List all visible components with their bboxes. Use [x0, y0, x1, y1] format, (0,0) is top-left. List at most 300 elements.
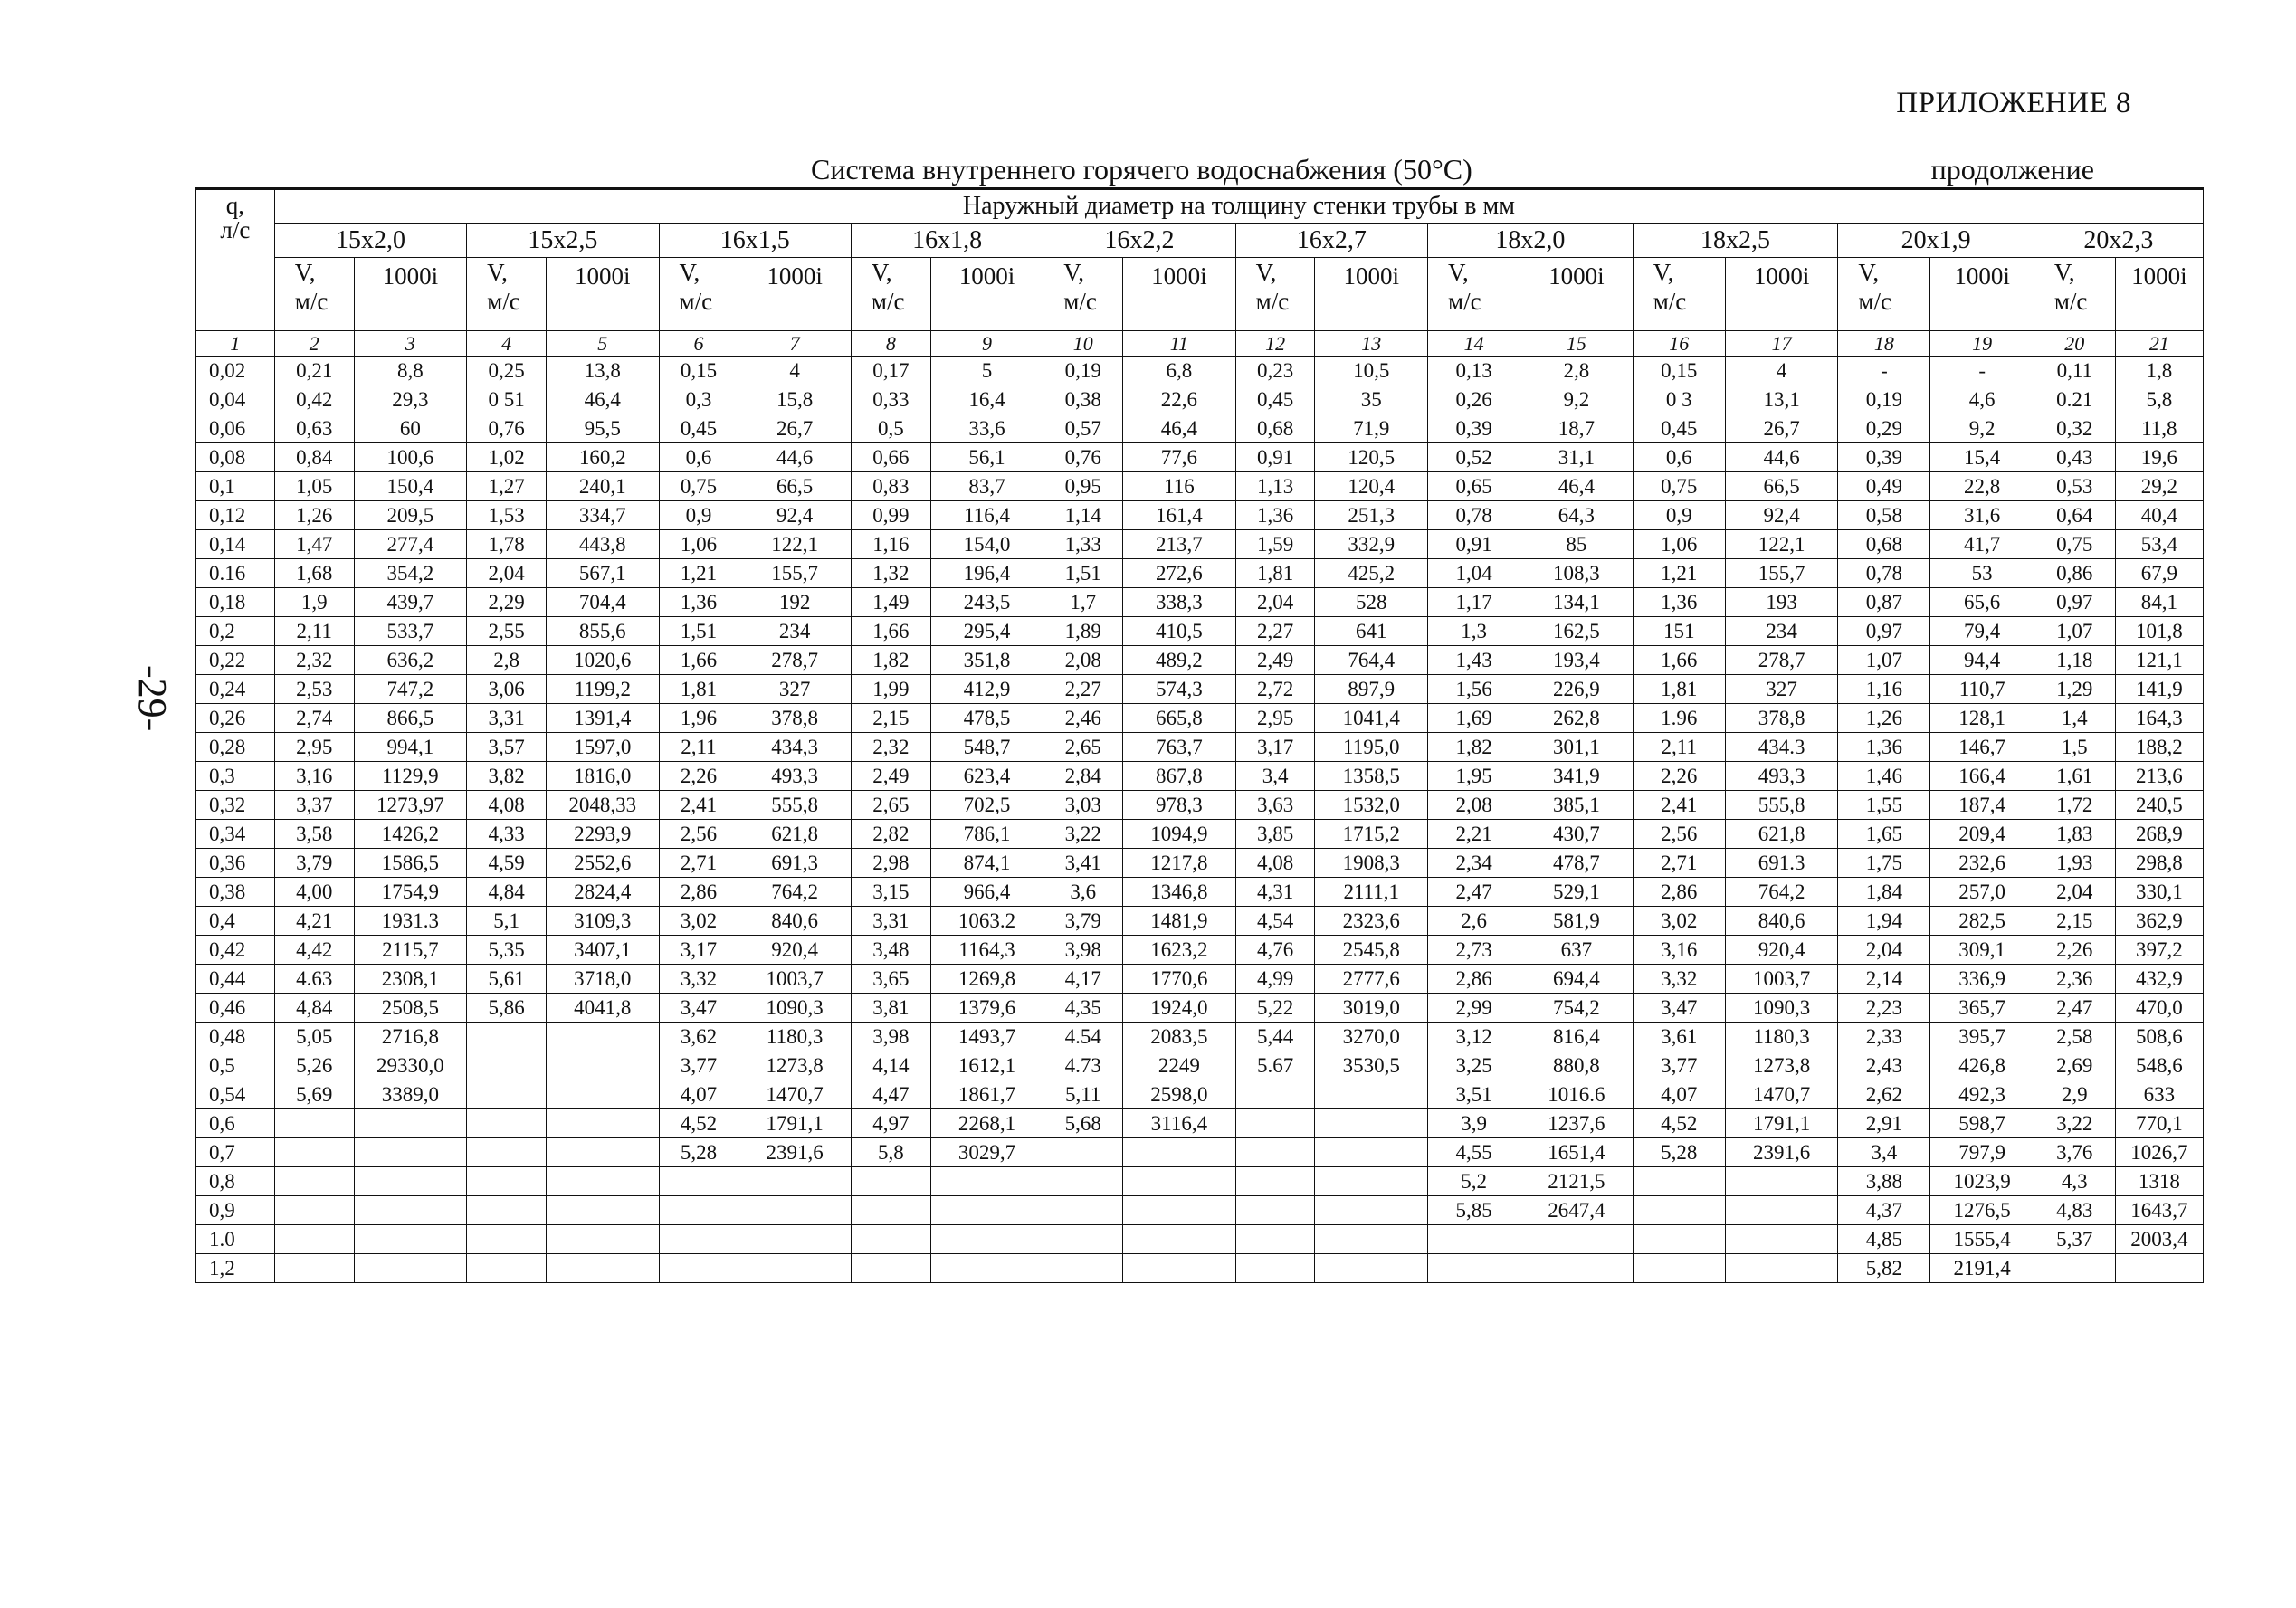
head-loss-cell: 120,5 [1315, 443, 1428, 472]
velocity-cell: 2,04 [1838, 936, 1930, 965]
velocity-cell [467, 1080, 547, 1109]
head-loss-cell: 2598,0 [1123, 1080, 1236, 1109]
table-row [196, 617, 2204, 646]
head-loss-cell: 478,7 [1520, 849, 1634, 878]
head-loss-cell: 867,8 [1123, 762, 1236, 791]
head-loss-cell: 141,9 [2115, 675, 2203, 704]
table-row [196, 762, 2204, 791]
velocity-cell: 3,4 [1838, 1138, 1930, 1167]
head-loss-cell: 1470,7 [738, 1080, 852, 1109]
table-row [196, 357, 2204, 385]
velocity-cell [1043, 1167, 1123, 1196]
head-loss-cell: 67,9 [2115, 559, 2203, 588]
velocity-cell: 2,08 [1043, 646, 1123, 675]
head-loss-cell: 160,2 [546, 443, 659, 472]
table-row [196, 443, 2204, 472]
velocity-cell: 0,45 [1235, 385, 1315, 414]
velocity-cell: 4,85 [1838, 1225, 1930, 1254]
head-loss-cell: 2003,4 [2115, 1225, 2203, 1254]
velocity-cell: 2,62 [1838, 1080, 1930, 1109]
head-loss-cell: 920,4 [1725, 936, 1838, 965]
head-loss-cell: 2391,6 [1725, 1138, 1838, 1167]
velocity-cell: 0,58 [1838, 501, 1930, 530]
flow-rate-cell: 0,22 [196, 646, 275, 675]
head-loss-cell: 192 [738, 588, 852, 617]
velocity-cell: 1,06 [659, 530, 738, 559]
flow-rate-cell: 0,06 [196, 414, 275, 443]
velocity-header: V, м/с [1235, 258, 1315, 331]
table-row [196, 733, 2204, 762]
head-loss-cell: 508,6 [2115, 1023, 2203, 1051]
velocity-cell: 2,26 [2034, 936, 2115, 965]
velocity-cell: 4,3 [2034, 1167, 2115, 1196]
velocity-cell: 3,76 [2034, 1138, 2115, 1167]
column-number: 17 [1725, 331, 1838, 357]
head-loss-cell: 243,5 [930, 588, 1043, 617]
velocity-cell: 1,93 [2034, 849, 2115, 878]
velocity-cell: 3,79 [274, 849, 354, 878]
head-loss-cell: 19,6 [2115, 443, 2203, 472]
velocity-cell: 2,86 [659, 878, 738, 907]
velocity-cell: 0,78 [1838, 559, 1930, 588]
velocity-cell: 4,42 [274, 936, 354, 965]
table-row [196, 820, 2204, 849]
velocity-cell [1633, 1254, 1725, 1283]
head-loss-cell: 26,7 [738, 414, 852, 443]
velocity-cell: 4,07 [1633, 1080, 1725, 1109]
velocity-cell: 1.96 [1633, 704, 1725, 733]
velocity-cell: 4,21 [274, 907, 354, 936]
velocity-cell: 2,86 [1428, 965, 1520, 994]
velocity-cell: 1,36 [659, 588, 738, 617]
head-loss-header: 1000i [2115, 258, 2203, 331]
velocity-cell: 4,31 [1235, 878, 1315, 907]
head-loss-cell: 240,1 [546, 472, 659, 501]
flow-rate-cell: 0,42 [196, 936, 275, 965]
head-loss-cell: 574,3 [1123, 675, 1236, 704]
head-loss-cell [738, 1167, 852, 1196]
velocity-header: V, м/с [1043, 258, 1123, 331]
head-loss-cell: 327 [1725, 675, 1838, 704]
flow-rate-cell: 0,02 [196, 357, 275, 385]
velocity-cell: 0,76 [467, 414, 547, 443]
velocity-cell: 4,08 [1235, 849, 1315, 878]
column-number: 10 [1043, 331, 1123, 357]
velocity-cell: 3,6 [1043, 878, 1123, 907]
velocity-cell: 3,85 [1235, 820, 1315, 849]
velocity-cell: 2,04 [467, 559, 547, 588]
velocity-cell: 4,55 [1428, 1138, 1520, 1167]
head-loss-cell: 492,3 [1930, 1080, 2034, 1109]
velocity-cell: 1,02 [467, 443, 547, 472]
velocity-cell: 0,52 [1428, 443, 1520, 472]
velocity-cell: 2,99 [1428, 994, 1520, 1023]
velocity-cell [467, 1167, 547, 1196]
velocity-cell: 1,66 [659, 646, 738, 675]
head-loss-cell: 53,4 [2115, 530, 2203, 559]
velocity-cell: 0,9 [659, 501, 738, 530]
flow-rate-cell: 0,54 [196, 1080, 275, 1109]
head-loss-cell: 213,6 [2115, 762, 2203, 791]
velocity-cell: 0,75 [659, 472, 738, 501]
head-loss-cell: 1426,2 [354, 820, 467, 849]
velocity-cell: 2,32 [274, 646, 354, 675]
velocity-cell: 0,76 [1043, 443, 1123, 472]
head-loss-cell: 116,4 [930, 501, 1043, 530]
table-row [196, 1167, 2204, 1196]
velocity-cell: 0,11 [2034, 357, 2115, 385]
head-loss-cell: 395,7 [1930, 1023, 2034, 1051]
velocity-cell: 1,99 [851, 675, 930, 704]
flow-rate-cell: 0.16 [196, 559, 275, 588]
head-loss-cell: 637 [1520, 936, 1634, 965]
velocity-cell: 1,66 [851, 617, 930, 646]
velocity-cell: 2,82 [851, 820, 930, 849]
head-loss-cell: 226,9 [1520, 675, 1634, 704]
head-loss-cell: 397,2 [2115, 936, 2203, 965]
head-loss-cell: 694,4 [1520, 965, 1634, 994]
table-row [196, 1196, 2204, 1225]
head-loss-cell: 234 [738, 617, 852, 646]
head-loss-cell: 439,7 [354, 588, 467, 617]
velocity-cell: 3,25 [1428, 1051, 1520, 1080]
head-loss-cell: 3270,0 [1315, 1023, 1428, 1051]
velocity-cell: 0,42 [274, 385, 354, 414]
velocity-cell: - [1838, 357, 1930, 385]
head-loss-cell: 4,6 [1930, 385, 2034, 414]
head-loss-cell: 31,1 [1520, 443, 1634, 472]
column-number: 11 [1123, 331, 1236, 357]
head-loss-cell: 31,6 [1930, 501, 2034, 530]
table-row [196, 1023, 2204, 1051]
head-loss-cell: 3019,0 [1315, 994, 1428, 1023]
diameter-header: 15x2,5 [467, 224, 659, 258]
head-loss-cell: 116 [1123, 472, 1236, 501]
head-loss-cell: 2777,6 [1315, 965, 1428, 994]
head-loss-cell [1315, 1196, 1428, 1225]
velocity-cell: 1,26 [274, 501, 354, 530]
head-loss-cell [1315, 1225, 1428, 1254]
head-loss-cell: 209,4 [1930, 820, 2034, 849]
head-loss-cell: 196,4 [930, 559, 1043, 588]
head-loss-cell: 9,2 [1930, 414, 2034, 443]
velocity-cell: 4,99 [1235, 965, 1315, 994]
velocity-cell [467, 1138, 547, 1167]
velocity-cell: 4,17 [1043, 965, 1123, 994]
velocity-cell: 1,51 [659, 617, 738, 646]
column-number: 1 [196, 331, 275, 357]
head-loss-cell: 1276,5 [1930, 1196, 2034, 1225]
velocity-cell: 3,77 [1633, 1051, 1725, 1080]
flow-rate-cell: 0,38 [196, 878, 275, 907]
velocity-cell: 1,49 [851, 588, 930, 617]
head-loss-cell: 880,8 [1520, 1051, 1634, 1080]
head-loss-cell: 1643,7 [2115, 1196, 2203, 1225]
head-loss-header: 1000i [1930, 258, 2034, 331]
velocity-cell [1235, 1225, 1315, 1254]
head-loss-cell: 1003,7 [738, 965, 852, 994]
head-loss-cell: 555,8 [1725, 791, 1838, 820]
velocity-cell: 0,65 [1428, 472, 1520, 501]
head-loss-cell: 1129,9 [354, 762, 467, 791]
flow-rate-cell: 0,34 [196, 820, 275, 849]
head-loss-cell: 13,1 [1725, 385, 1838, 414]
velocity-header: V, м/с [274, 258, 354, 331]
head-loss-cell: 410,5 [1123, 617, 1236, 646]
head-loss-cell: 425,2 [1315, 559, 1428, 588]
velocity-cell: 3,61 [1633, 1023, 1725, 1051]
head-loss-cell: 5,8 [2115, 385, 2203, 414]
velocity-cell [274, 1225, 354, 1254]
velocity-cell: 0,64 [2034, 501, 2115, 530]
velocity-header: V, м/с [1633, 258, 1725, 331]
head-loss-cell: 2552,6 [546, 849, 659, 878]
velocity-cell: 0 3 [1633, 385, 1725, 414]
head-loss-cell: 71,9 [1315, 414, 1428, 443]
velocity-cell: 2,49 [1235, 646, 1315, 675]
velocity-cell: 1,66 [1633, 646, 1725, 675]
head-loss-cell: 128,1 [1930, 704, 2034, 733]
head-loss-cell [738, 1225, 852, 1254]
velocity-cell: 3,15 [851, 878, 930, 907]
velocity-cell: 2,34 [1428, 849, 1520, 878]
velocity-cell: 2,15 [851, 704, 930, 733]
velocity-cell: 3,32 [1633, 965, 1725, 994]
head-loss-cell: 1026,7 [2115, 1138, 2203, 1167]
q-header-text: q, л/с [220, 192, 251, 243]
velocity-cell: 0,63 [274, 414, 354, 443]
velocity-cell: 0.21 [2034, 385, 2115, 414]
table-row [196, 1051, 2204, 1080]
head-loss-header: 1000i [1315, 258, 1428, 331]
head-loss-cell [1725, 1254, 1838, 1283]
head-loss-header: 1000i [1123, 258, 1236, 331]
head-loss-cell: 95,5 [546, 414, 659, 443]
flow-rate-cell: 0,1 [196, 472, 275, 501]
head-loss-cell: 2508,5 [354, 994, 467, 1023]
table-row [196, 936, 2204, 965]
head-loss-cell: 85 [1520, 530, 1634, 559]
head-loss-cell: 84,1 [2115, 588, 2203, 617]
velocity-cell: 4,52 [1633, 1109, 1725, 1138]
velocity-cell: 0,53 [2034, 472, 2115, 501]
velocity-cell: 1,27 [467, 472, 547, 501]
velocity-cell [274, 1254, 354, 1283]
head-loss-cell: 336,9 [1930, 965, 2034, 994]
diameter-row [196, 224, 2204, 258]
head-loss-cell: 797,9 [1930, 1138, 2034, 1167]
velocity-cell: 2,08 [1428, 791, 1520, 820]
velocity-cell: 5,37 [2034, 1225, 2115, 1254]
head-loss-cell: 470,0 [2115, 994, 2203, 1023]
column-number: 14 [1428, 331, 1520, 357]
head-loss-cell: 40,4 [2115, 501, 2203, 530]
velocity-cell: 5,68 [1043, 1109, 1123, 1138]
head-loss-cell: 1063.2 [930, 907, 1043, 936]
velocity-cell [851, 1167, 930, 1196]
velocity-cell: 2,32 [851, 733, 930, 762]
velocity-cell: 3,16 [274, 762, 354, 791]
head-loss-cell: 529,1 [1520, 878, 1634, 907]
velocity-cell: 3,82 [467, 762, 547, 791]
head-loss-cell: 187,4 [1930, 791, 2034, 820]
table-row [196, 675, 2204, 704]
head-loss-cell: 1470,7 [1725, 1080, 1838, 1109]
head-loss-cell: 166,4 [1930, 762, 2034, 791]
flow-rate-cell: 0,46 [196, 994, 275, 1023]
head-loss-cell: 18,7 [1520, 414, 1634, 443]
velocity-cell: 2,58 [2034, 1023, 2115, 1051]
velocity-cell: 4,52 [659, 1109, 738, 1138]
head-loss-cell: 146,7 [1930, 733, 2034, 762]
head-loss-cell: 2048,33 [546, 791, 659, 820]
velocity-cell: 3,77 [659, 1051, 738, 1080]
velocity-cell: 0,99 [851, 501, 930, 530]
head-loss-cell: 240,5 [2115, 791, 2203, 820]
velocity-cell: 0,91 [1235, 443, 1315, 472]
velocity-cell: 0,32 [2034, 414, 2115, 443]
velocity-cell: 0,66 [851, 443, 930, 472]
head-loss-cell: 164,3 [2115, 704, 2203, 733]
head-loss-cell: 1791,1 [1725, 1109, 1838, 1138]
head-loss-header: 1000i [354, 258, 467, 331]
head-loss-cell: 1597,0 [546, 733, 659, 762]
head-loss-cell: 978,3 [1123, 791, 1236, 820]
velocity-cell: 0,39 [1838, 443, 1930, 472]
velocity-cell: 4,84 [467, 878, 547, 907]
head-loss-cell: 3718,0 [546, 965, 659, 994]
head-loss-cell: 1612,1 [930, 1051, 1043, 1080]
velocity-cell [1235, 1167, 1315, 1196]
head-loss-cell [354, 1254, 467, 1283]
head-loss-cell: 334,7 [546, 501, 659, 530]
table-row [196, 704, 2204, 733]
head-loss-cell: 874,1 [930, 849, 1043, 878]
velocity-cell: 5,61 [467, 965, 547, 994]
head-loss-cell: 567,1 [546, 559, 659, 588]
velocity-cell [659, 1254, 738, 1283]
velocity-cell: 1,59 [1235, 530, 1315, 559]
head-loss-cell: 1273,8 [738, 1051, 852, 1080]
head-loss-cell: 161,4 [1123, 501, 1236, 530]
head-loss-cell: 365,7 [1930, 994, 2034, 1023]
head-loss-cell: 262,8 [1520, 704, 1634, 733]
velocity-cell: 3,31 [467, 704, 547, 733]
velocity-cell: 3,4 [1235, 762, 1315, 791]
velocity-cell: 5,11 [1043, 1080, 1123, 1109]
velocity-cell: 1,72 [2034, 791, 2115, 820]
head-loss-cell: 1180,3 [738, 1023, 852, 1051]
velocity-cell: 4,37 [1838, 1196, 1930, 1225]
head-loss-cell: 1791,1 [738, 1109, 852, 1138]
head-loss-cell: 11,8 [2115, 414, 2203, 443]
head-loss-cell: 66,5 [1725, 472, 1838, 501]
velocity-cell: 3,88 [1838, 1167, 1930, 1196]
head-loss-cell: 188,2 [2115, 733, 2203, 762]
velocity-cell: 0,91 [1428, 530, 1520, 559]
appendix-label: ПРИЛОЖЕНИЕ 8 [1896, 87, 2131, 119]
velocity-cell: 2,36 [2034, 965, 2115, 994]
head-loss-cell: 268,9 [2115, 820, 2203, 849]
head-loss-cell: 5 [930, 357, 1043, 385]
velocity-cell: 4,35 [1043, 994, 1123, 1023]
velocity-cell: 1,36 [1838, 733, 1930, 762]
head-loss-cell: 309,1 [1930, 936, 2034, 965]
velocity-cell [659, 1167, 738, 1196]
velocity-cell: 2,56 [659, 820, 738, 849]
velocity-cell: 1,81 [1235, 559, 1315, 588]
velocity-cell: 0,68 [1838, 530, 1930, 559]
head-loss-cell [1315, 1138, 1428, 1167]
velocity-cell: 1,36 [1633, 588, 1725, 617]
head-loss-cell: 770,1 [2115, 1109, 2203, 1138]
flow-rate-cell: 0,8 [196, 1167, 275, 1196]
velocity-cell: 2,21 [1428, 820, 1520, 849]
velocity-cell: 0,26 [1428, 385, 1520, 414]
head-loss-cell [930, 1196, 1043, 1225]
head-loss-cell: 430,7 [1520, 820, 1634, 849]
flow-rate-cell: 0,6 [196, 1109, 275, 1138]
velocity-cell: 2,9 [2034, 1080, 2115, 1109]
velocity-cell: 5,22 [1235, 994, 1315, 1023]
velocity-cell: 0,78 [1428, 501, 1520, 530]
head-loss-cell [930, 1254, 1043, 1283]
velocity-cell: 3,17 [1235, 733, 1315, 762]
head-loss-cell: 53 [1930, 559, 2034, 588]
head-loss-cell: 1481,9 [1123, 907, 1236, 936]
velocity-cell: 4,54 [1235, 907, 1315, 936]
head-loss-cell: 691.3 [1725, 849, 1838, 878]
velocity-cell: 4,00 [274, 878, 354, 907]
table-row [196, 414, 2204, 443]
velocity-cell: 1,7 [1043, 588, 1123, 617]
velocity-cell: 1,81 [1633, 675, 1725, 704]
table-row [196, 385, 2204, 414]
head-loss-cell: 598,7 [1930, 1109, 2034, 1138]
head-loss-cell: 110,7 [1930, 675, 2034, 704]
head-loss-cell: 94,4 [1930, 646, 2034, 675]
head-loss-cell: 100,6 [354, 443, 467, 472]
velocity-header: V, м/с [467, 258, 547, 331]
velocity-cell: 0,25 [467, 357, 547, 385]
velocity-cell: 2,84 [1043, 762, 1123, 791]
head-loss-cell: 92,4 [1725, 501, 1838, 530]
flow-rate-cell: 0,3 [196, 762, 275, 791]
head-loss-cell: 257,0 [1930, 878, 2034, 907]
velocity-cell [1235, 1254, 1315, 1283]
head-loss-cell: 15,8 [738, 385, 852, 414]
head-loss-cell: 3109,3 [546, 907, 659, 936]
head-loss-cell: 478,5 [930, 704, 1043, 733]
head-loss-cell: 691,3 [738, 849, 852, 878]
head-loss-cell [546, 1254, 659, 1283]
velocity-cell: 1,51 [1043, 559, 1123, 588]
velocity-cell: 0,84 [274, 443, 354, 472]
head-loss-cell: 493,3 [1725, 762, 1838, 791]
velocity-header: V, м/с [1838, 258, 1930, 331]
head-loss-cell: 763,7 [1123, 733, 1236, 762]
velocity-cell: 5,1 [467, 907, 547, 936]
velocity-cell: 4,76 [1235, 936, 1315, 965]
velocity-cell: 2,72 [1235, 675, 1315, 704]
column-number: 8 [851, 331, 930, 357]
head-loss-cell [1123, 1167, 1236, 1196]
head-loss-cell: 966,4 [930, 878, 1043, 907]
head-loss-cell: 426,8 [1930, 1051, 2034, 1080]
head-loss-cell: 665,8 [1123, 704, 1236, 733]
head-loss-cell: 1020,6 [546, 646, 659, 675]
velocity-cell: 2,65 [1043, 733, 1123, 762]
